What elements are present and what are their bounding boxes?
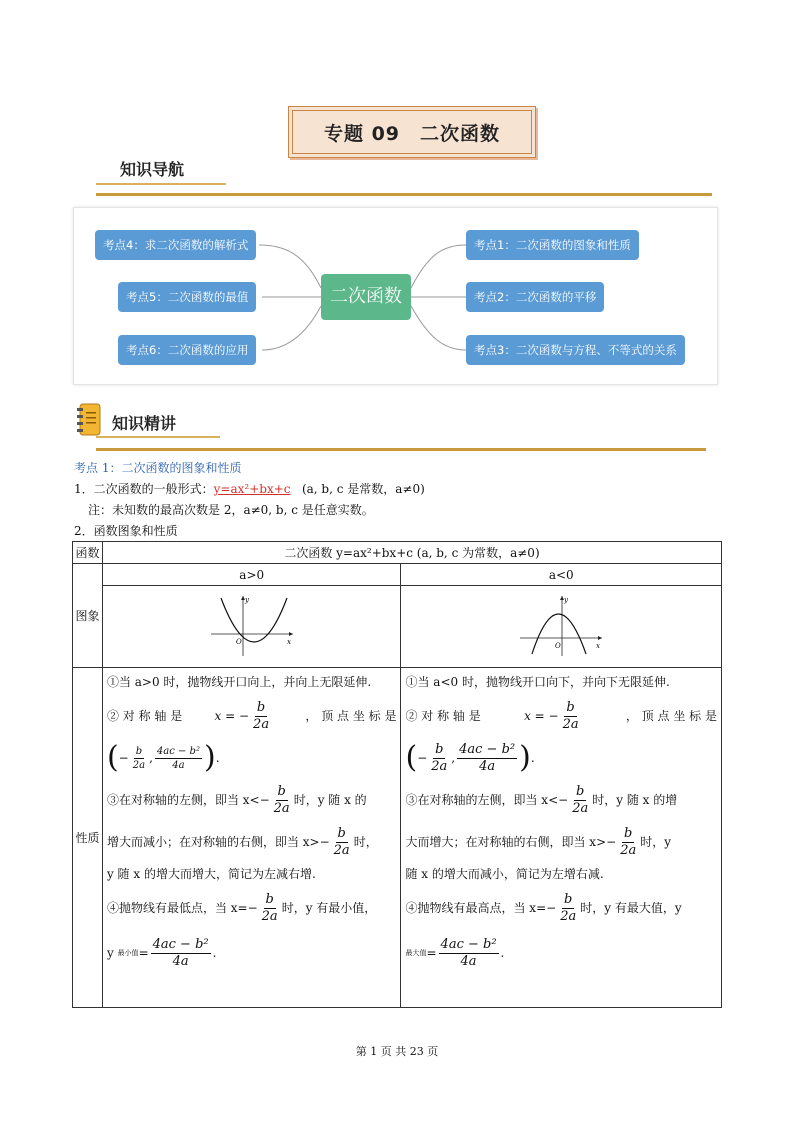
item1-note: 注：未知数的最高次数是 2，a≠0, b, c 是任意实数。 — [88, 503, 374, 517]
topic1-title: 考点 1：二次函数的图象和性质 — [74, 461, 242, 475]
neg-p1: ①当 a<0 时，抛物线开口向下，并向下无限延伸. — [405, 675, 670, 689]
mind-node-topic6: 考点6：二次函数的应用 — [118, 335, 256, 365]
neg-p3b: 大而增大；在对称轴的右侧，即当 x> − $\frac{b}{2a}$ 时，y — [405, 825, 671, 858]
pos-min-value: y 最小值 = $\frac{\text{4ac − b²}}{4a}$ . — [106, 936, 217, 969]
header-a-pos: a>0 — [102, 564, 401, 586]
item2-heading: 2．函数图象和性质 — [74, 524, 178, 538]
page-title: 专题 09 二次函数 — [323, 122, 501, 145]
row-graph-label: 图象 — [73, 564, 103, 668]
item1-formula: y=ax²+bx+c — [213, 482, 291, 496]
pos-p1: ①当 a>0 时，抛物线开口向上，并向上无限延伸. — [106, 675, 372, 689]
mind-map — [73, 207, 718, 385]
mind-node-topic1: 考点1：二次函数的图象和性质 — [466, 230, 639, 260]
item1-suffix: (a, b, c 是常数，a≠0) — [301, 482, 425, 496]
neg-vertex: ( − $\frac{b}{2a}$ , $\frac{\text{4ac − b²}}{4a}$ ) . — [405, 740, 535, 775]
graph-a-neg-cell — [401, 586, 722, 668]
title-box — [288, 106, 536, 158]
graph-origin-label: O — [235, 638, 242, 646]
nav-heading-underline — [96, 183, 226, 185]
graph-y-label: y — [244, 596, 249, 604]
mind-node-topic4: 考点4：求二次函数的解析式 — [95, 230, 256, 260]
neg-p3a: ③在对称轴的左侧，即当 x< − $\frac{b}{2a}$ 时，y 随 x 的增 — [405, 783, 678, 816]
parabola-up-graph — [207, 592, 297, 658]
header-a-neg: a<0 — [401, 564, 722, 586]
neg-p3c: 随 x 的增大而减小，简记为左增右减. — [405, 867, 604, 881]
graph-a-pos-cell — [102, 586, 401, 668]
mind-node-topic5: 考点5：二次函数的最值 — [118, 282, 256, 312]
func-header: 二次函数 y=ax²+bx+c (a, b, c 为常数，a≠0) — [102, 542, 721, 564]
lecture-heading-underline — [96, 436, 220, 438]
row-props-label: 性质 — [73, 668, 103, 1008]
graph2-origin-label: O — [555, 642, 561, 650]
lecture-divider — [96, 448, 706, 451]
graph2-x-label: x — [596, 642, 601, 650]
neg-max-value: 最大值 = $\frac{\text{4ac − b²}}{4a}$ . — [405, 936, 505, 969]
pos-p3a: ③在对称轴的左侧，即当 x< − $\frac{b}{2a}$ 时，y 随 x 的 — [106, 783, 367, 816]
pos-vertex: ( − $\frac{b}{2a}$ , $\frac{\text{4ac − b²}}{4a}$ ) . — [106, 740, 220, 775]
properties-table — [72, 541, 722, 1008]
page-footer: 第 1 页 共 23 页 — [355, 1045, 439, 1058]
neg-p2: ② 对 称 轴 是 x = − $\frac{b}{2a}$ ， 顶 点 坐 标 是 — [405, 699, 717, 732]
pos-p3c: y 随 x 的增大而增大，简记为左减右增. — [106, 867, 316, 881]
props-a-pos-cell — [102, 668, 401, 1008]
graph2-y-label: y — [564, 596, 569, 604]
mind-node-topic3: 考点3：二次函数与方程、不等式的关系 — [466, 335, 685, 365]
item1-line — [74, 479, 425, 499]
graph-x-label: x — [286, 638, 291, 646]
nav-heading: 知识导航 — [120, 160, 185, 179]
pos-p3b: 增大而减小；在对称轴的右侧，即当 x> − $\frac{b}{2a}$ 时， — [106, 825, 378, 858]
neg-p4: ④抛物线有最高点，当 x= − $\frac{b}{2a}$ 时，y 有最大值，y — [405, 891, 682, 924]
pos-p2: ② 对 称 轴 是 x = − $\frac{b}{2a}$ ， 顶 点 坐 标 是 — [106, 699, 397, 732]
item1-prefix: 1．二次函数的一般形式： — [74, 482, 214, 496]
pos-p4: ④抛物线有最低点，当 x= − $\frac{b}{2a}$ 时，y 有最小值， — [106, 891, 377, 924]
mind-node-topic2: 考点2：二次函数的平移 — [466, 282, 604, 312]
notebook-icon — [76, 403, 102, 437]
props-a-neg-cell — [401, 668, 722, 1008]
nav-divider — [96, 193, 712, 196]
mind-node-center: 二次函数 — [321, 274, 411, 320]
lecture-heading: 知识精讲 — [112, 414, 177, 433]
col-func-label: 函数 — [73, 542, 103, 564]
parabola-down-graph — [516, 592, 606, 658]
